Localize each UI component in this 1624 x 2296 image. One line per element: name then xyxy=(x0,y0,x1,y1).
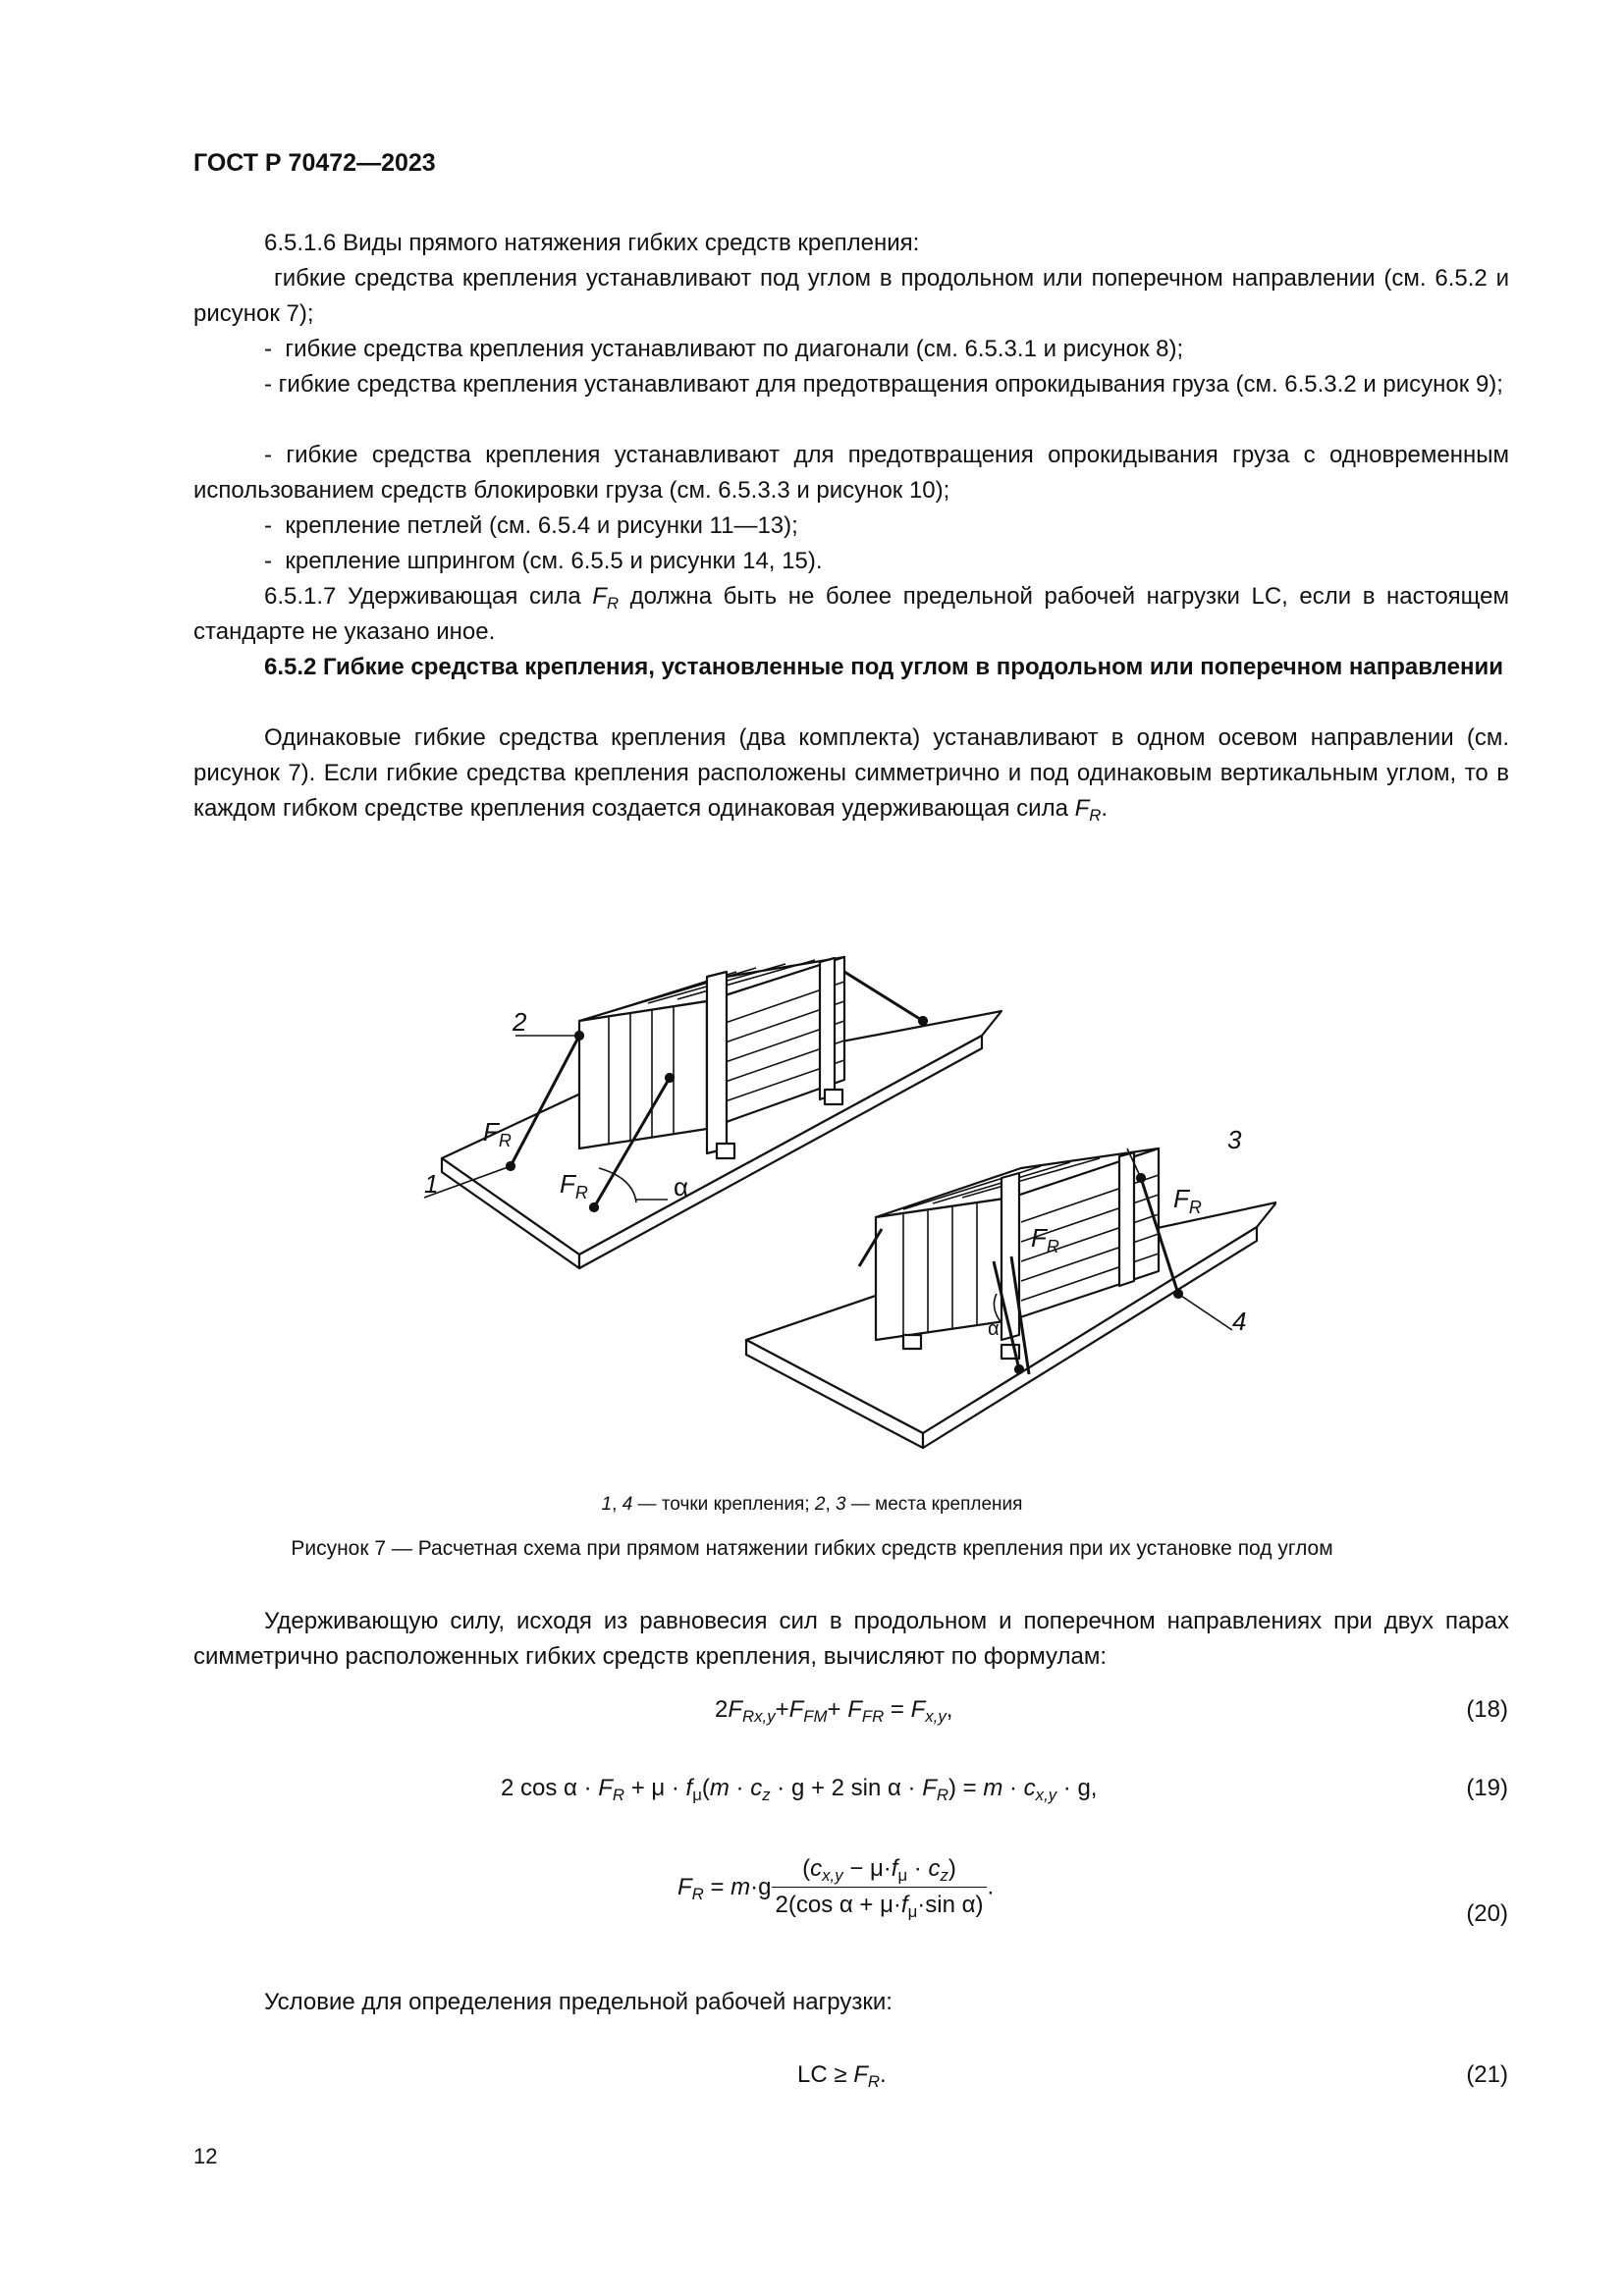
label-fr-3: $F_R$ xyxy=(1031,1223,1059,1256)
formula-20: $F_R = m\cdot g$ $\frac{(c_{x,y} - \mu\cdot f_\mu \cdot c_z)}{2(\cos \alpha + \mu\cdot f_\mu\cdot\sin \alpha)}$ . xyxy=(677,1855,995,1921)
label-alpha-left: α xyxy=(674,1172,689,1201)
clause-652-body: Одинаковые гибкие средства крепления (два комплекта) устанавливают в одном осевом направлении (см. рисунок 7). Если гибкие средства крепления расположены симметрично и под одинаковым вертикальным углом, то в каждом гибком средстве крепления создается одинаковая удерживающая сила $F_R$. xyxy=(193,724,1509,825)
label-1: 1 xyxy=(424,1169,439,1199)
anchor-point-right-bottom xyxy=(1015,1365,1023,1373)
equation-number-18: (18) xyxy=(1466,1696,1508,1723)
attach-point-left-2 xyxy=(666,1074,674,1082)
equation-number-19: (19) xyxy=(1466,1775,1508,1801)
list-item-2: - гибкие средства крепления устанавливают по диагонали (см. 6.5.3.1 и рисунок 8); xyxy=(264,336,1184,362)
list-item-5: - крепление петлей (см. 6.5.4 и рисунки 11—13); xyxy=(264,512,798,539)
figure-legend: 1, 4 — точки крепления; 2, 3 — места крепления xyxy=(601,1494,1023,1515)
label-3: 3 xyxy=(1227,1125,1242,1154)
label-4: 4 xyxy=(1232,1307,1247,1336)
label-2: 2 xyxy=(513,1007,527,1037)
document-header: ГОСТ Р 70472—2023 xyxy=(193,149,436,177)
figure-7-diagram xyxy=(412,883,1276,1472)
list-item-4: - гибкие средства крепления устанавливают для предотвращения опрокидывания груза с одновременным использованием средств блокировки груза (см. 6.5.3.3 и рисунок 10); xyxy=(193,442,1509,504)
label-alpha-right: α xyxy=(988,1318,1000,1340)
label-fr-1: $F_R$ xyxy=(483,1117,512,1150)
clause-title-text: 6.5.1.6 Виды прямого натяжения гибких средств крепления: xyxy=(264,230,920,256)
equation-number-21: (21) xyxy=(1466,2061,1508,2088)
clause-6516-title xyxy=(193,226,1509,261)
list-item-6: - крепление шпрингом (см. 6.5.5 и рисунки 14, 15). xyxy=(264,548,823,574)
label-fr-2: $F_R$ xyxy=(560,1169,588,1202)
page-number: 12 xyxy=(193,2144,218,2168)
list-item-1: гибкие средства крепления устанавливают под углом в продольном или поперечном направлении (см. 6.5.2 и рисунок 7); xyxy=(193,265,1509,327)
label-fr-4: $F_R$ xyxy=(1173,1184,1202,1217)
formula-19: 2 $\cos \alpha \cdot F_R + \mu \cdot f_\mu(m \cdot c_z \cdot g + 2$ $\sin \alpha \cdot F_R) = m \cdot c_{x,y} \cdot g$, xyxy=(501,1775,1098,1804)
anchor-point-left-3 xyxy=(919,1017,927,1025)
list-item-3: - гибкие средства крепления устанавливают для предотвращения опрокидывания груза (см. 6.5.3.2 и рисунок 9); xyxy=(264,371,1503,398)
condition-text: Условие для определения предельной рабочей нагрузки: xyxy=(264,1989,893,2015)
equation-number-20: (20) xyxy=(1466,1900,1508,1927)
clause-6517: 6.5.1.7 Удерживающая сила $F_R$ должна быть не более предельной рабочей нагрузки LC, если в настоящем стандарте не указано иное. xyxy=(193,583,1509,645)
formula-18: $2F_{Rx,y}+F_{FM}+ F_{FR} = F_{x,y}$, xyxy=(715,1696,953,1726)
anchor-point-left-2 xyxy=(590,1203,598,1211)
text-after-figure: Удерживающую силу, исходя из равновесия сил в продольном и поперечном направлениях при двух парах симметрично расположенных гибких средств крепления, вычисляют по формулам: xyxy=(193,1608,1509,1670)
figure-caption: Рисунок 7 — Расчетная схема при прямом натяжении гибких средств крепления при их установке под углом xyxy=(291,1537,1333,1560)
formula-21: LC ≥ $F_R$. xyxy=(797,2061,887,2091)
clause-652-heading: 6.5.2 Гибкие средства крепления, установленные под углом в продольном или поперечном направлении xyxy=(264,654,1503,680)
